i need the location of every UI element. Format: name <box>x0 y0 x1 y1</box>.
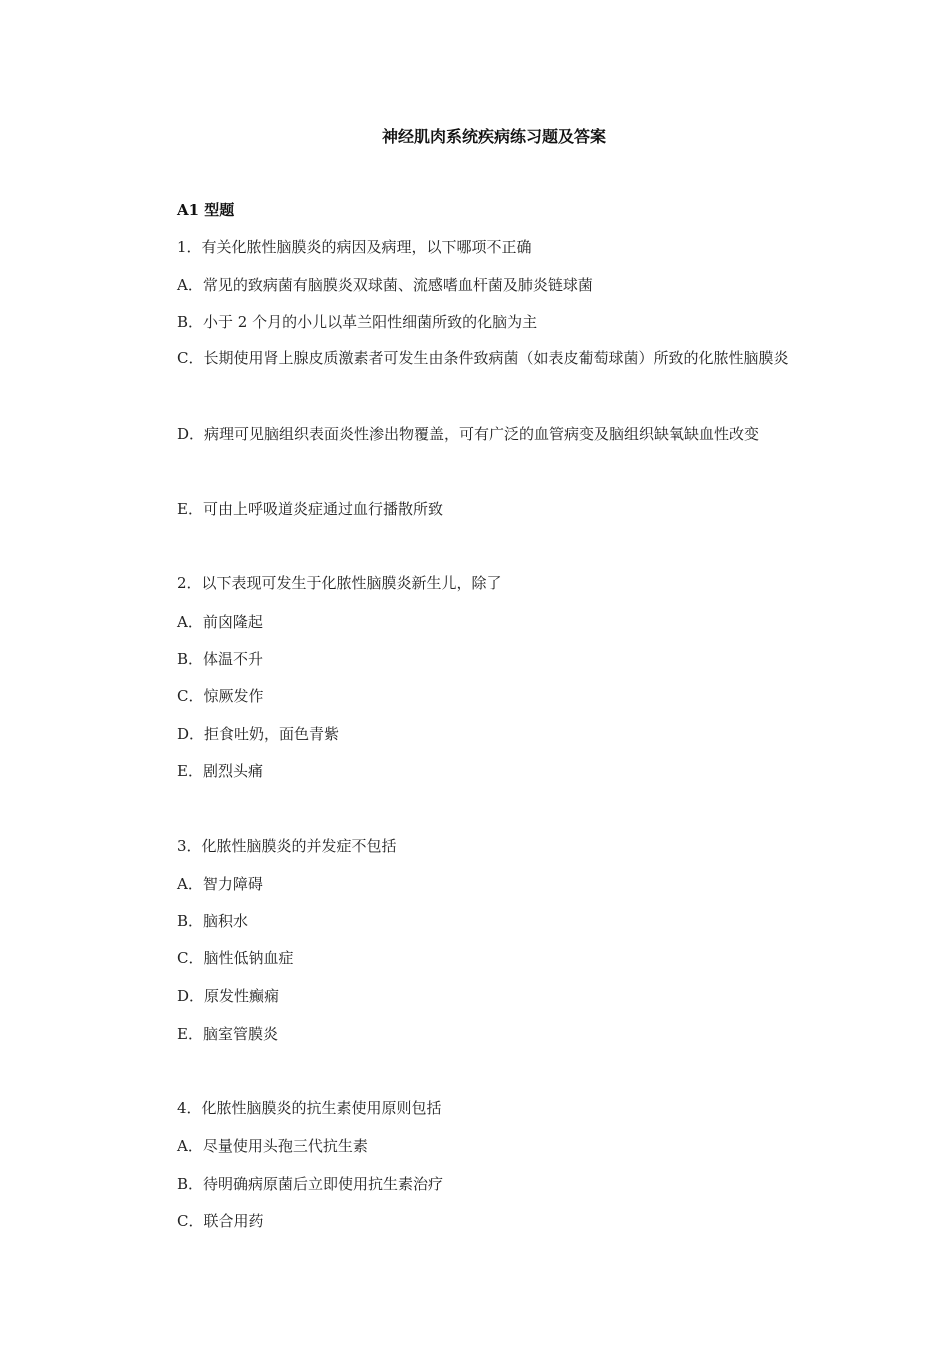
question-2-option-c: C．惊厥发作 <box>177 687 264 705</box>
question-1-option-c: C．长期使用肾上腺皮质激素者可发生由条件致病菌（如表皮葡萄球菌）所致的化脓性脑膜炎 <box>177 349 789 367</box>
question-3-option-d: D．原发性癫痫 <box>177 987 280 1005</box>
question-3-option-a: A．智力障碍 <box>177 875 263 893</box>
question-2-option-e: E．剧烈头痛 <box>177 762 263 780</box>
section-heading: A1 型题 <box>177 201 235 219</box>
page-title: 神经肌肉系统疾病练习题及答案 <box>381 127 606 146</box>
question-4-option-c: C．联合用药 <box>177 1212 264 1230</box>
question-1-option-e: E．可由上呼吸道炎症通过血行播散所致 <box>177 500 443 518</box>
question-2-stem: 2．以下表现可发生于化脓性脑膜炎新生儿，除了 <box>177 574 502 592</box>
question-2-option-d: D．拒食吐奶，面色青紫 <box>177 725 340 743</box>
question-1-option-d: D．病理可见脑组织表面炎性渗出物覆盖，可有广泛的血管病变及脑组织缺氧缺血性改变 <box>177 425 760 443</box>
question-1-option-a: A．常见的致病菌有脑膜炎双球菌、流感嗜血杆菌及肺炎链球菌 <box>177 276 593 294</box>
question-3-stem: 3．化脓性脑膜炎的并发症不包括 <box>177 837 397 855</box>
question-1-stem: 1．有关化脓性脑膜炎的病因及病理，以下哪项不正确 <box>177 238 532 256</box>
question-3-option-c: C．脑性低钠血症 <box>177 949 294 967</box>
question-4-stem: 4．化脓性脑膜炎的抗生素使用原则包括 <box>177 1099 442 1117</box>
question-2-option-a: A．前囟隆起 <box>177 613 263 631</box>
question-3-option-b: B．脑积水 <box>177 912 249 930</box>
question-4-option-a: A．尽量使用头孢三代抗生素 <box>177 1137 368 1155</box>
question-2-option-b: B．体温不升 <box>177 650 264 668</box>
question-4-option-b: B．待明确病原菌后立即使用抗生素治疗 <box>177 1175 444 1193</box>
question-1-option-b: B．小于 2 个月的小儿以革兰阳性细菌所致的化脑为主 <box>177 313 538 331</box>
question-3-option-e: E．脑室管膜炎 <box>177 1025 278 1043</box>
